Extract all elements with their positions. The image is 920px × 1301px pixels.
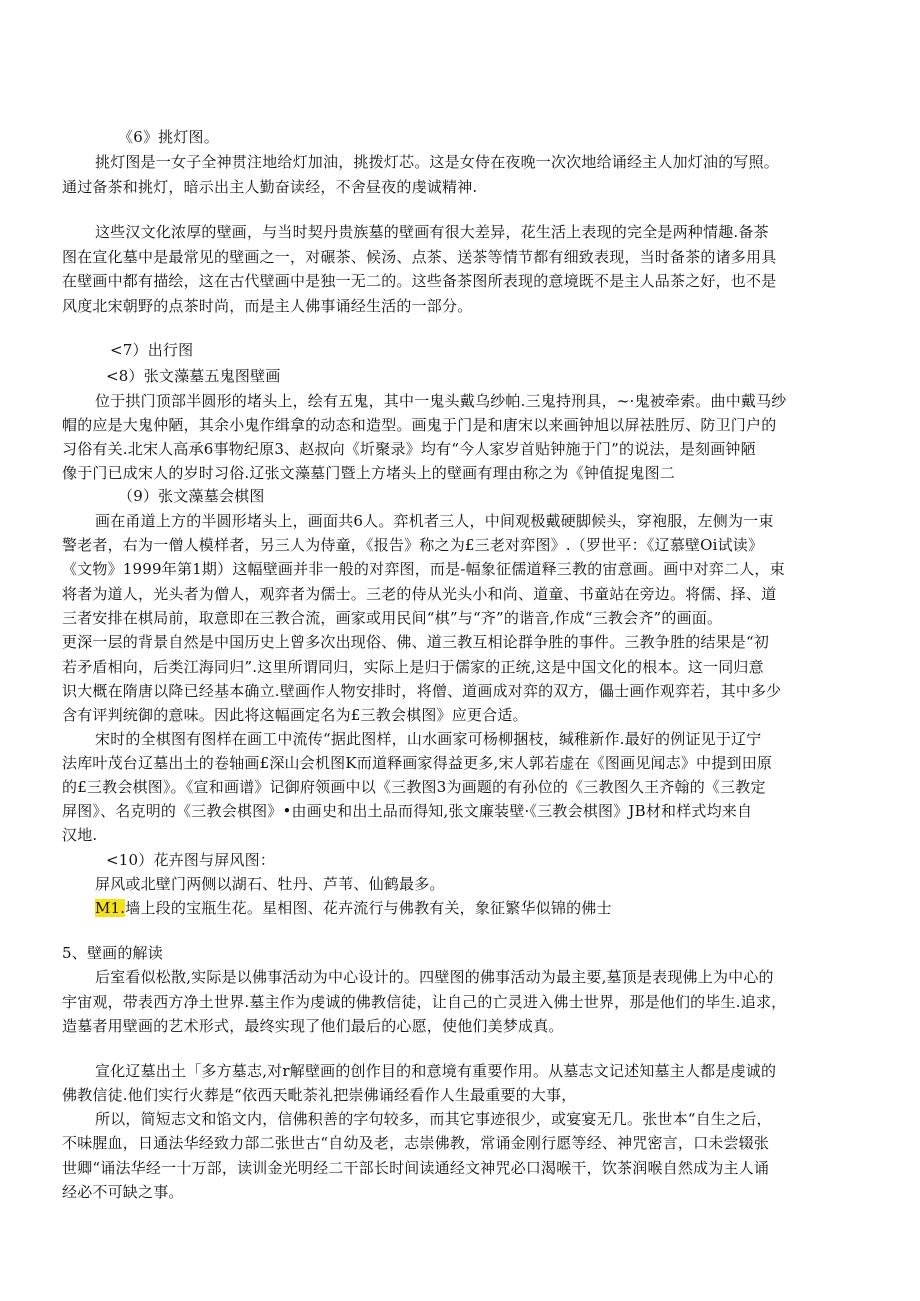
text-line: 《文物》1999年第1期）这幅壁画并非一般的对弈图，而是-幅象征儒道释三教的宙意画。画中对弈二人，束	[62, 560, 785, 578]
text-line: 警老者，右为一僧人模样者，另三人为侍童，《报告》称之为£三老对弈图》.（罗世平：《辽慕壁Oi试读》	[62, 536, 764, 554]
text-line: 佛教信徒.他们实行火葬是“依西天毗荼礼把崇佛诵经看作人生最重要的大事，	[62, 1086, 577, 1104]
text-line: 造墓者用壁画的艺术形式，最终实现了他们最后的心愿，使他们美梦成真。	[62, 1017, 564, 1035]
text-line: 不味腥血，日通法华经致力部二张世古“自幼及老，志崇佛教，常诵金刚行愿等经、神咒密言，口未尝辍张	[62, 1134, 770, 1152]
text-line: 法库叶茂台辽墓出土的卷轴画£深山会机图K而道释画家得益更多,宋人郭若虚在《图画见闻志》中提到田原	[62, 754, 773, 772]
text-line: 像于门已成宋人的岁时习俗.辽张文藻墓门暨上方堵头上的壁画有理由称之为《钟值捉鬼图二	[62, 464, 675, 482]
text-line: 更深一层的背景自然是中国历史上曾多次出现俗、佛、道三教互相论群争胜的事件。三教争胜的结果是“初	[62, 633, 770, 651]
text-line: 所以，简短志文和馅文内，信佛积善的字句较多，而其它事迹很少，或宴宴无几。张世本“自生之后，	[95, 1110, 772, 1128]
section-heading: <8）张文藻墓五鬼图壁画	[106, 367, 281, 385]
section-heading: <10）花卉图与屏风图：	[106, 851, 276, 869]
text-line: 含有评判统御的意味。因此将这幅画定名为£三教会棋图》应更合适。	[62, 706, 528, 724]
section-heading: （9）张文藻墓会棋图	[118, 487, 265, 505]
text-line: 位于拱门顶部半圆形的堵头上，绘有五鬼，其中一鬼头戴乌纱帕.三鬼持刑具，~·鬼被牵索。曲中戴马纱	[95, 392, 787, 410]
text-line: 后室看似松散,实际是以佛事活动为中心设计的。四壁图的佛事活动为最主要,墓顶是表现佛上为中心的	[95, 968, 774, 986]
text-line: 图在宣化墓中是最常见的壁画之一，对碾茶、候汤、点茶、送茶等情节都有细致表现，当时备茶的诸多用具	[62, 248, 777, 266]
text-line: 识大概在隋唐以降已经基本确立.壁画作人物安排时，将僧、道画成对弈的双方，儡士画作观弈若，其中多少	[62, 682, 782, 700]
text-line: 这些汉文化浓厚的壁画，与当时契丹贵族墓的壁画有很大差异，花生活上表现的完全是两种情趣.备茶	[95, 223, 769, 241]
text-line: 《6》挑灯图。	[118, 128, 219, 146]
text-line: 若矛盾相向，后类江海同归”.这里所谓同归，实际上是归于儒家的正统,这是中国文化的根本。这一同归意	[62, 658, 764, 676]
text-line: 宇宙观，带表西方净土世界.墓主作为虔诚的佛教信徒，让自己的亡灵进入佛士世界，那是他们的毕生.追求，	[62, 993, 787, 1011]
text-line: 宋时的全棋图有图样在画工中流传“据此图样，山水画家可杨柳捆枝，缄稚新作.最好的例证见于辽宁	[95, 730, 762, 748]
text-line: 挑灯图是一女子全神贯注地给灯加油，挑拨灯芯。这是女侍在夜晚一次次地给诵经主人加灯油的写照。	[95, 153, 780, 171]
text-line: 画在甬道上方的半圆形堵头上，画面共6人。弈机者三人，中间观极戴硬脚候头，穿袍服，左侧为一束	[95, 512, 774, 530]
text-line: 习俗有关.北宋人高承6事物纪原3、赵叔向《圻聚录》均有“今人家岁首贴钟施于门”的说法，是刻画钟陋	[62, 440, 756, 458]
highlighted-text: M1.	[95, 899, 126, 917]
text-line: 通过备茶和挑灯，暗示出主人勤奋读经，不舍昼夜的虔诚精神.	[62, 178, 478, 196]
text-line: 经必不可缺之事。	[62, 1183, 184, 1201]
text-line: 屏风或北壁门两侧以湖石、牡丹、芦苇、仙鹤最多。	[95, 875, 445, 893]
text-line: 宣化辽墓出土「多方墓志,对r解壁画的创作目的和意境有重要作用。从墓志文记述知墓主人都是虔诚的	[95, 1062, 777, 1080]
section-heading: <7）出行图	[110, 341, 194, 359]
text-line	[95, 898, 612, 918]
text-line: 世卿“诵法华经一十万部，读训金光明经二干部长时间读通经文神咒必口渴喉干，饮茶润喉自然成为主人诵	[62, 1159, 770, 1177]
text-line: 在壁画中都有描绘，这在古代壁画中是独一无二的。这些备茶图所表现的意境既不是主人品茶之好，也不是	[62, 272, 777, 290]
text-line: 将者为道人，光头者为僧人，观弈者为儒士。三老的侍从光头小和尚、道童、书童站在旁边。将儒、择、道	[62, 585, 777, 603]
text-line: 的£三教会棋图》。《宣和画谱》记御府领画中以《三教图3为画题的有孙位的《三教图久王齐翰的《三教定	[62, 778, 766, 796]
text-line: 帽的应是大鬼仲陋，其余小鬼作缉拿的动态和造型。画鬼于门是和唐宋以来画钟旭以屏祛胜厉、防卫门户的	[62, 416, 777, 434]
text-line: 三者安排在棋局前，取意即在三教合流，画家或用民间“棋”与“齐”的谐音,作成“三教会齐”的画面。	[62, 609, 723, 627]
text-line: 屏图》、名克明的《三教会棋图》•由画史和出土品而得知,张文廉装壁·《三教会棋图》JB材和样式均来自	[62, 802, 753, 820]
text-line: 汉地.	[62, 826, 98, 844]
text-line-rest: 墙上段的宝瓶生花。星相图、花卉流行与佛教有关，象征繁华似锦的佛士	[125, 899, 612, 917]
text-line: 风度北宋朝野的点茶时尚，而是主人佛事诵经生活的一部分。	[62, 297, 473, 315]
section-heading: 5、壁画的解读	[62, 944, 163, 962]
